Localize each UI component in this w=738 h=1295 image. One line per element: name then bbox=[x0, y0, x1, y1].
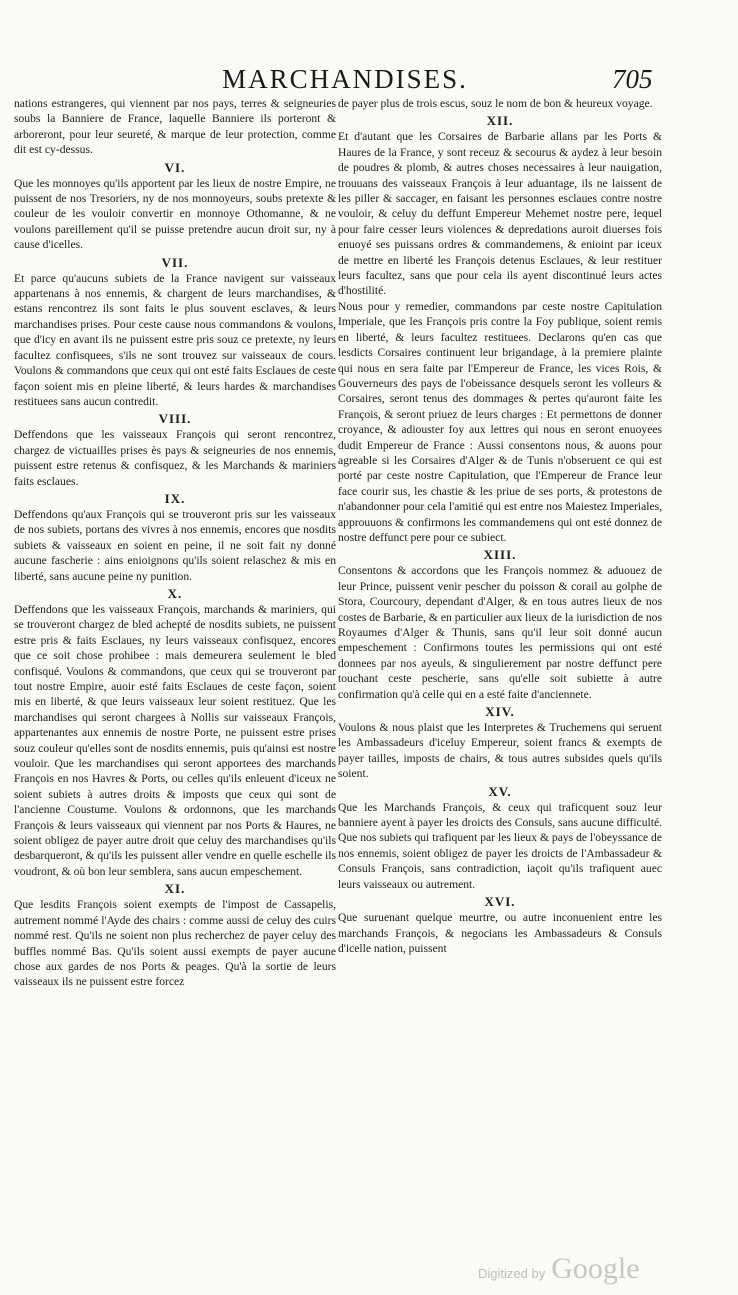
right-text-column bbox=[338, 96, 662, 956]
digitized-by-google-watermark bbox=[478, 1252, 640, 1286]
left-text-column bbox=[14, 96, 336, 990]
article-heading: XVI. bbox=[484, 894, 516, 910]
google-logo-text: Google bbox=[551, 1252, 640, 1285]
article-heading: VIII. bbox=[158, 411, 192, 427]
article-paragraph: de payer plus de trois escus, souz le nom de bon & heureux voyage. bbox=[338, 97, 653, 110]
article-paragraph: Deffendons que les vaisseaux François, marchands & mariniers, qui se trouveront chargez de bled achepté de nosdits subiets, ne puissent estre pris & faits Esclaues, ny leurs vaisseaux confisquez, encores que ce soit chose prohibee : mais demeurera seulement le bled confisqué. Voulons & commandons, que ceux qui se trouveront par tout nostre Empire, auoir esté faits Esclaues de ceste façon, soient mis en liberté, & que leurs vaisseaux leur soient restituez. Que les marchandises qui seront chargees à Nollis sur vaisseaux François, appartenantes aux ennemis de nostre Porte, ne puissent estre prises souz couleur qu'elles sont de nosdits ennemis, puis qu'ainsi est nostre vouloir. Que les marchandises qui seront apportees des marchands François en nos Havres & Ports, ou celles qu'ils enleuent d'iceux ne soient subiets à autres droits & imposts que ceux qui sont de l'ancienne Coustume. Voulons & ordonnons, que les marchands François & leurs vaisseaux qui viennent par nos Ports & Haures, ne soient obligez de payer autre droit que celuy des marchandises qu'ils desbarqueront, & qu'ils les puissent aller vendre en quelle eschelle ils voudront, & où bon leur semblera, sans aucun empeschement. bbox=[14, 602, 336, 878]
article-paragraph: Et parce qu'aucuns subiets de la France navigent sur vaisseaux appartenans à nos ennemis, & chargent de leurs marchandises, & estans rencontrez ils sont faits le plus souvent esclaves, & leurs marchandises prises. Pour ceste cause nous commandons & voulons, que d'icy en avant ils ne puissent estre pris souz ce pretexte, ny leurs facultez confisquees, s'ils ne sont trouvez sur vaisseaux de cours. Voulons & commandons que ceux qui ont esté faits Esclaues de ceste façon soient mis en pleine liberté, & leurs hardes & marchandises restituees sans aucun contredit. bbox=[14, 271, 336, 408]
article-heading: IX. bbox=[164, 490, 186, 506]
article-paragraph: Que suruenant quelque meurtre, ou autre inconuenient entre les marchands François, & negocians les Ambassadeurs & Consuls d'icelle nation, puissent bbox=[338, 911, 662, 955]
page-number: 705 bbox=[612, 64, 653, 94]
digitized-by-label: Digitized by bbox=[478, 1266, 546, 1281]
article-heading: XI. bbox=[164, 881, 186, 897]
article-heading: XV. bbox=[488, 783, 512, 799]
article-paragraph: Que les monnoyes qu'ils apportent par les lieux de nostre Empire, ne puissent de nos Tresoriers, ny de nos monnoyeurs, soubs pretexte & couleur de les vouloir convertir en monnoye Othomanne, & ne voulons pareillement qu'il se puisse pretendre aucun droit sur, ny à cause d'icelles. bbox=[14, 176, 336, 252]
article-paragraph: Nous pour y remedier, commandons par ceste nostre Capitulation Imperiale, que les François pris contre la Foy publique, soient remis en liberté, & leurs facultez restituees. Declarons qu'en cas que lesdicts Corsaires continuent leur brigandage, à la premiere plainte qui nous en sera faite par l'Empereur de France, les vices Rois, & Gouverneurs des pays de l'obeissance desquels seront les volleurs & Corsaires, seront tenus des dommages & pertes qu'auront faite les François, & seront priuez de leurs charges : Et permettons de donner croyance, & adiouster foy aux lettres qui nous en seront enuoyees dudit Empereur de France : Aussi consentons nous, & auons pour agreable si les Corsaires d'Alger & de Tunis n'obseruent ce qui est porté par ceste nostre Capitulation, que l'Empereur de France leur face courir sus, les chastie & les priue de ses ports, & protestons de n'abandonner pour cela l'amitié qui est entre nos Maiestez Imperiales, approuuons & confirmons les commandemens qui ont esté donnez de nostre deffunct pere pour ce subiect. bbox=[338, 299, 662, 544]
article-paragraph: Consentons & accordons que les François nommez & aduouez de leur Prince, puissent venir pescher du poisson & corail au golphe de Stora, Courcoury, dependant d'Alger, & en tous autres lieux de nos costes de Barbarie, & en particulier aux lieux de la iurisdiction de nos Royaumes d'Alger & Thunis, sans qu'il leur soit donné aucun empeschement : Confirmons toutes les permissions qui ont esté donnees par nos ayeuls, & singulierement par nostre deffunct pere touchant ceste pescherie, sans qu'elle soit subiette à autre confirmation qu'à celle qui en a esté faite d'anciennete. bbox=[338, 564, 662, 701]
article-paragraph: Que lesdits François soient exempts de l'impost de Cassapelis, autrement nommé l'Ayde des chairs : comme aussi de celuy des cuirs nommé rest. Qu'ils ne soient non plus recherchez de payer celuy des buffles nommé Bas. Qu'ils soient aussi exempts de payer aucune chose aux gardes de nos Ports & peages. Qu'à la sortie de leurs vaisseaux ils ne puissent estre forcez bbox=[14, 898, 336, 989]
article-paragraph: nations estrangeres, qui viennent par nos pays, terres & seigneuries soubs la Banniere de France, laquelle Banniere ils porteront & arboreront, pour leur seureté, & marque de leur protection, comme dit est cy-dessus. bbox=[14, 97, 336, 157]
article-heading: VI. bbox=[164, 159, 186, 175]
article-paragraph: Que les Marchands François, & ceux qui traficquent souz leur banniere ayent à payer les droicts des Consuls, sans aucune difficulté. Que nos subiets qui trafiquent par les lieux & pays de l'obeyssance de nos ennemis, soient obligez de payer les droicts de l'Ambassadeur & Consuls François, sans contradiction, iaçoit qu'ils trafiquent auec leurs vaisseaux ou autrement. bbox=[338, 800, 662, 891]
article-paragraph: Voulons & nous plaist que les Interpretes & Truchemens qui seruent les Ambassadeurs d'iceluy Empereur, soient francs & exempts de payer tailles, imposts de chairs, & tous autres subsides quels qu'ils soient. bbox=[338, 721, 662, 781]
article-heading: XIV. bbox=[485, 704, 515, 720]
article-paragraph: Deffendons qu'aux François qui se trouveront pris sur les vaisseaux de nos subiets, portans des vivres à nos ennemis, encores que nosdits subiets & vaisseaux en soient en peine, il ne soit fait ny donné aucune fascherie : ains enioignons qu'ils soient relaschez & mis en liberté, sans aucune peine ny punition. bbox=[14, 507, 336, 583]
article-paragraph: Deffendons que les vaisseaux François qui seront rencontrez, chargez de victuailles prises ès pays & seigneuries de nos ennemis, puissent estre retenus & confisquez, & les Marchands & mariniers faits esclaues. bbox=[14, 428, 336, 488]
running-head-title: MARCHANDISES. bbox=[222, 64, 468, 94]
article-paragraph: Et d'autant que les Corsaires de Barbarie allans par les Ports & Haures de la France, y sont receuz & secourus & aydez à leur besoin de poudres & plomb, & autres choses necessaires à leur nauigation, trouuans des vaisseaux François à leur aduantage, ils ne laissent de les piller & saccager, en faisant les personnes esclaues contre nostre vouloir, & celuy du deffunt Empereur Mehemet nostre pere, lequel pour faire cesser leurs violences & depredations auroit diuerses fois enuoyé ses puissans ordres & commandemens, & enioint par iceux de mettre en liberté les François detenus Esclaues, & leur restituer leurs facultez, sans que pour cela ils ayent discontinué leurs actes d'hostilité. bbox=[338, 130, 662, 298]
article-heading: X. bbox=[167, 585, 183, 601]
article-heading: VII. bbox=[161, 254, 189, 270]
article-heading: XII. bbox=[486, 113, 514, 129]
article-heading: XIII. bbox=[483, 547, 517, 563]
